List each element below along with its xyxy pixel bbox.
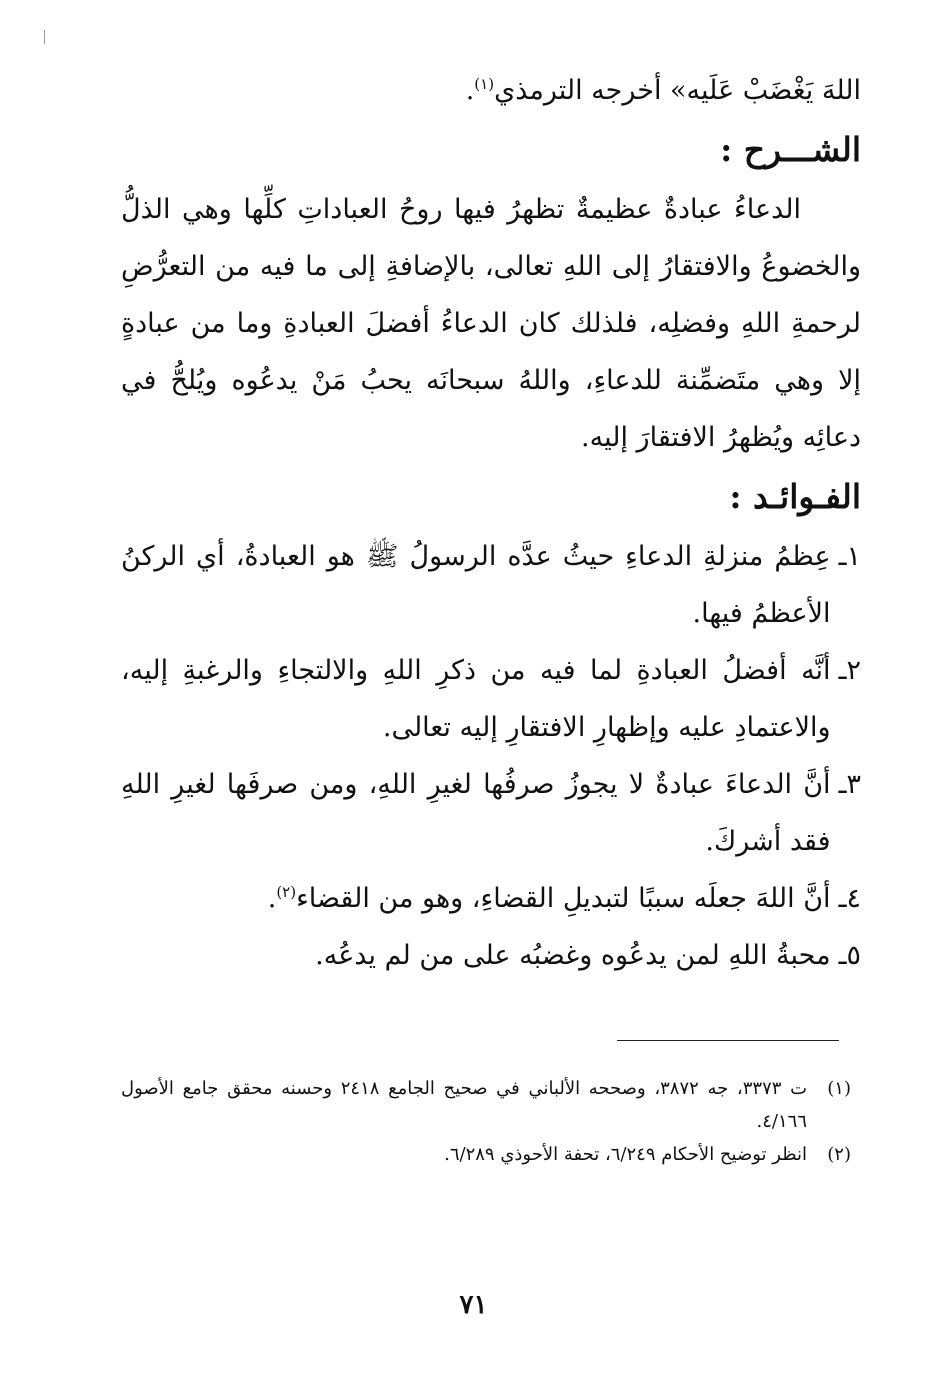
fawaid-item	[121, 642, 861, 756]
fawaid-heading: الفـوائـد :	[729, 477, 861, 516]
margin-mark	[44, 30, 45, 44]
fawaid-item	[121, 528, 861, 642]
fawaid-item	[121, 927, 861, 984]
fawaid-list	[121, 528, 861, 984]
fawaid-item-text: أنَّ الدعاءَ عبادةٌ لا يجوزُ صرفُها لغيرِ اللهِ، ومن صرفَها لغيرِ اللهِ فقد أشركَ.	[121, 769, 831, 857]
fawaid-item-text: عِظمُ منزلةِ الدعاءِ حيثُ عدَّه الرسولُ ﷺ هو العبادةُ، أي الركنُ الأعظمُ فيها.	[121, 541, 831, 629]
footnotes	[121, 1072, 851, 1171]
fawaid-item	[121, 756, 861, 870]
main-text	[121, 62, 861, 984]
page-number: ٧١	[459, 1290, 488, 1320]
sharh-heading: الشـــرح :	[720, 130, 861, 169]
footnote-2	[121, 1138, 851, 1171]
footnote-text: انظر توضيح الأحكام ٦/٢٤٩، تحفة الأحوذي ٦/٢٨٩.	[444, 1144, 807, 1165]
sharh-paragraph: الدعاءُ عبادةٌ عظيمةٌ تظهرُ فيها روحُ العباداتِ كلِّها وهي الذلُّ والخضوعُ والافتقارُ إلى اللهِ تعالى، بالإضافةِ إلى ما فيه من التعرُّضِ لرحمةِ اللهِ وفضلِه، فلذلك كان الدعاءُ أفضلَ العبادةِ وما من عبادةٍ إلا وهي متَضمِّنة للدعاءِ، واللهُ سبحانَه يحبُ مَنْ يدعُوه ويُلحُّ في دعائِه ويُظهرُ الافتقارَ إليه.	[121, 194, 861, 453]
fawaid-item-number: ٢ـ	[838, 655, 861, 686]
fawaid-item-text: محبةُ اللهِ لمن يدعُوه وغضبُه على من لم يدعُه.	[315, 940, 831, 971]
footnote-1	[121, 1072, 851, 1138]
hadith-closing-end: .	[465, 75, 475, 106]
fawaid-item-text-with-ref	[121, 870, 831, 927]
footnote-divider	[617, 1040, 839, 1041]
fawaid-item-text: أنَّه أفضلُ العبادةِ لما فيه من ذكرِ اللهِ والالتجاءِ والرغبةِ إليه، والاعتمادِ عليه وإظهارِ الافتقارِ إليه تعالى.	[121, 655, 831, 743]
fawaid-item-text: أنَّ اللهَ جعلَه سببًا لتبديلِ القضاءِ، وهو من القضاء	[296, 883, 831, 914]
footnote-ref-2[interactable]: (٢)	[276, 883, 297, 901]
footnote-number: (٢)	[827, 1144, 851, 1165]
fawaid-item-number: ٥ـ	[838, 940, 861, 971]
hadith-closing-line	[121, 62, 861, 119]
footnote-text: ت ٣٣٧٣، جه ٣٨٧٢، وصححه الألباني في صحيح الجامع ٢٤١٨ وحسنه محقق جامع الأصول ٤/١٦٦.	[121, 1078, 808, 1132]
fawaid-item-number: ٣ـ	[838, 769, 861, 800]
fawaid-item-number: ٤ـ	[838, 883, 861, 914]
footnote-number: (١)	[827, 1078, 851, 1099]
hadith-closing-text: اللهَ يَغْضَبْ عَلَيه» أخرجه الترمذي	[494, 75, 861, 106]
footnote-ref-1[interactable]: (١)	[474, 75, 495, 93]
fawaid-item	[121, 870, 861, 927]
fawaid-item-number: ١ـ	[838, 541, 861, 572]
fawaid-item-end: .	[267, 883, 277, 914]
